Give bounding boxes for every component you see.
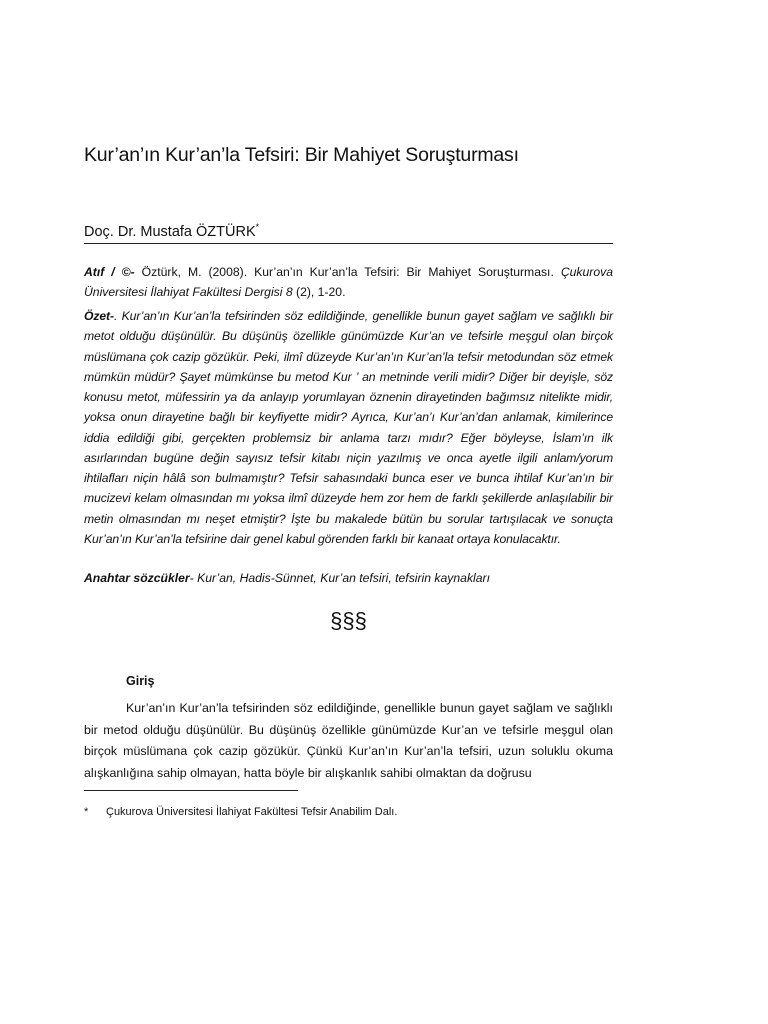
citation-issue: (2), 1-20. [292,285,346,299]
keywords-text: - Kur’an, Hadis-Sünnet, Kur’an tefsiri, tefsirin kaynakları [189,571,490,585]
abstract-text: . Kur’an’ın Kur’an’la tefsirinden söz edildiğinde, genellikle bunun gayet sağlam ve sağlıklı bir metot olduğu düşünülür. Bu düşünüş özellikle günümüzde Kur’an ve tefsirle meşgul olan birçok müslümana çok cazip gözükür. Peki, ilmî düzeyde Kur’an’ın Kur’an’la tefsir metodundan söz etmek mümkün müdür? Şayet mümkünse bu metod Kur ’ an metninde verili midir? Diğer bir deyişle, söz konusu metot, müfessirin ya da anlayıp yorumlayan öznenin dirayetinden bağımsız nitelikte midir, yoksa onun dirayetine bağlı bir keyfiyette midir? Ayrıca, Kur’an’ı Kur’an’dan anlamak, kimilerince iddia edildiği gibi, gerçekten problemsiz bir anlama tarzı mıdır? Eğer böyleyse, İslam’ın ilk asırlarından bugüne değin sayısız tefsir kitabı niçin yazılmış ve onca ayetle ilgili anlam/yorum ihtilafları niçin hâlâ son bulmamıştır? Tefsir sahasındaki bunca eser ve bunca ihtilaf Kur’an’ın bir mucizevi kelam olmasından mı yoksa ilmî düzeyde hem zor hem de farklı şekillerde anlaşılabilir bir metin olmasından mı neşet etmiştir? İşte bu makalede bütün bu sorular tartışılacak ve sonuçta Kur’an’ın Kur’an’la tefsirine dair genel kabul görenden farklı bir kanaat ortaya konulacaktır. [84,309,613,546]
footnote-rule [84,790,298,791]
author-line [84,222,613,244]
keywords [84,568,613,588]
body-paragraph: Kur’an’ın Kur’an’la tefsirinden söz edildiğinde, genellikle bunun gayet sağlam ve sağlıklı bir metod olduğu düşünülür. Bu düşünüş özellikle günümüzde Kur’an ve tefsirle meşgul olan birçok müslümana çok cazip gözükür. Çünkü Kur’an’ın Kur’an’la tefsiri, uzun soluklu okuma alışkanlığına sahip olmayan, hatta böyle bir alışkanlık sahibi olmaktan da doğrusu [84,701,613,780]
citation [84,262,613,302]
author-name: Doç. Dr. Mustafa ÖZTÜRK [84,223,256,240]
author-footnote-mark: * [255,222,260,232]
abstract-label: Özet- [84,309,114,323]
citation-label: Atıf / ©- [84,265,135,279]
abstract [84,306,613,549]
document-page [84,0,613,1024]
keywords-label: Anahtar sözcükler [84,571,190,585]
citation-text: Öztürk, M. (2008). Kur’an’ın Kur’an’la Tefsiri: Bir Mahiyet Soruşturması. [134,265,561,279]
citation-journal: Çukurova Üniversitesi İlahiyat Fakültesi Dergisi 8 [84,265,613,299]
footnote [84,806,613,818]
section-heading: Giriş [126,674,155,688]
section-separator: §§§ [330,608,367,633]
article-title: Kur’an’ın Kur’an’la Tefsiri: Bir Mahiyet Soruşturması [84,144,519,166]
footnote-mark: * [84,806,89,818]
footnote-text: Çukurova Üniversitesi İlahiyat Fakültesi Tefsir Anabilim Dalı. [106,806,398,818]
